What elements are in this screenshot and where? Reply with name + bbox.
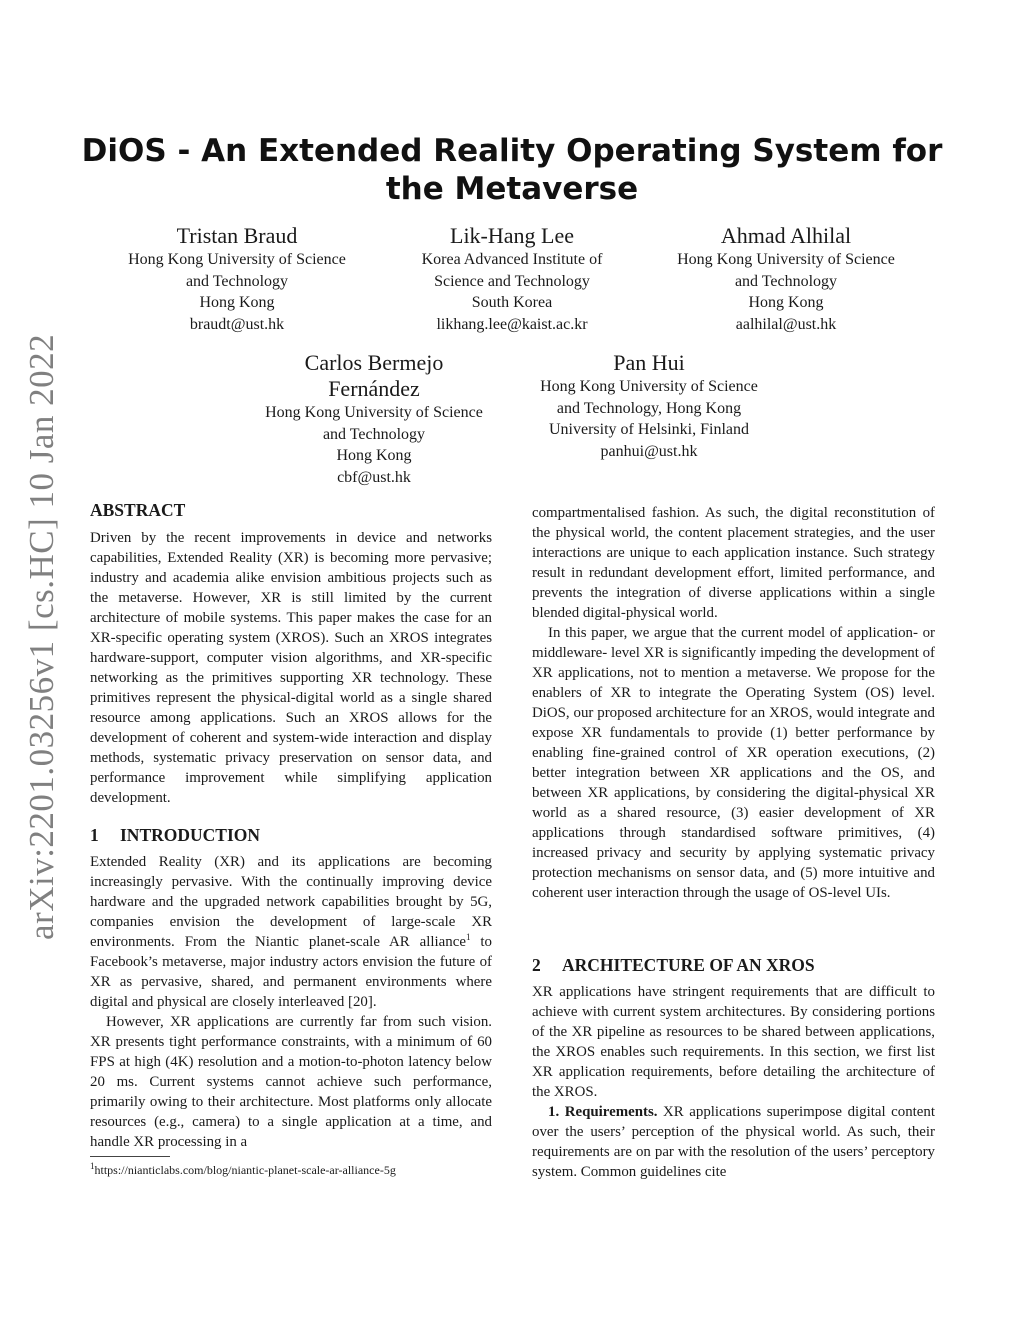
author-affiliation: Hong Kong University of Science [677, 251, 895, 268]
author-block [112, 223, 362, 335]
author-location: South Korea [471, 294, 553, 311]
author-affiliation: Korea Advanced Institute of [421, 251, 603, 268]
author-affiliation: University of Helsinki, Finland [549, 421, 749, 438]
section-number: 1 [90, 825, 99, 845]
footnote-mark: 1 [90, 1161, 95, 1171]
introduction-body-left [90, 852, 492, 1152]
author-affiliation: Hong Kong University of Science [128, 251, 346, 268]
section-title: ARCHITECTURE OF AN XROS [562, 955, 815, 975]
author-name: Pan Hui [613, 350, 685, 375]
architecture-body [532, 982, 935, 1182]
introduction-body-right [532, 503, 935, 903]
paragraph-lead: 1. Requirements. [548, 1104, 658, 1120]
author-block [524, 350, 774, 462]
author-affiliation: Hong Kong University of Science [540, 378, 758, 395]
paragraph: XR applications have stringent requirements that are difficult to achieve with current system architectures. By considering portions of the XR pipeline as resources to be shared between applications, the XROS enables such requirements. In this section, we first list XR application requirements, before detailing the architecture of the XROS. [532, 984, 935, 1100]
section-heading-architecture [532, 955, 815, 976]
author-location: Hong Kong [336, 447, 412, 464]
author-email: braudt@ust.hk [189, 315, 285, 333]
author-location: Hong Kong [748, 294, 824, 311]
author-email: panhui@ust.hk [600, 442, 698, 460]
author-affiliation: Hong Kong University of Science [265, 404, 483, 421]
footnote-mark: 1 [465, 932, 471, 943]
author-affiliation: Science and Technology [434, 272, 590, 290]
author-block [392, 223, 632, 335]
footnote [90, 1162, 396, 1178]
abstract-text: Driven by the recent improvements in device and networks capabilities, Extended Reality (XR) is becoming more pervasive; industry and academia alike envision ambitious projects such as the metaverse. However, XR is still limited by the current architecture of mobile systems. This paper makes the case for an XR-specific operating system (XROS). Such an XROS integrates hardware-support, computer vision algorithms, and XR-specific networking as the primitives supporting XR technology. These primitives represent the physical-digital world as a single shared resource among applications. Such an XROS allows for the development of coherent and system-wide interaction and display methods, systematic privacy preservation on sensor data, and performance improvement while simplifying application development. [90, 530, 492, 806]
author-email: cbf@ust.hk [337, 468, 411, 486]
author-name: Tristan Braud [176, 223, 298, 248]
paragraph: Extended Reality (XR) and its applications are becoming increasingly pervasive. With the continually improving device hardware and the upgraded network capabilities brought by 5G, companies envision the development of large-scale XR environments. From the Niantic planet-scale AR alliance$^1$ to Facebook’s metaverse, major industry actors envision the future of XR as pervasive, shared, and permanent environments where digital and physical are closely interleaved [20]. [90, 854, 492, 1010]
paper-title: DiOS - An Extended Reality Operating System for the Metaverse [81, 133, 943, 207]
section-number: 2 [532, 955, 541, 975]
paragraph: However, XR applications are currently far from such vision. XR presents tight performance constraints, with a minimum of 60 FPS at high (4K) resolution and a motion-to-photon latency below 20 ms. Current systems cannot achieve such performance, primarily owing to their architecture. Most platforms only allocate resources (e.g., camera) to a single application at a time, and handle XR processing in a [90, 1014, 492, 1150]
section-heading-introduction [90, 825, 260, 846]
paragraph: In this paper, we argue that the current model of application- or middleware- level XR is significantly impeding the development of XR applications, not to mention a metaverse. We propose for the enablers of XR to integrate the Operating System (OS) level. DiOS, our proposed architecture for an XROS, would integrate and expose XR fundamentals to provide (1) better performance by enabling fine-grained control of XR operation executions, (2) better integration between XR applications and the OS, and between XR applications, by considering the digital-physical XR world as a shared resource, (3) easier development of XR applications through standardised software primitives, (4) increased privacy and security by applying systematic privacy protection mechanisms on sensor data, and (5) more intuitive and coherent user interaction through the usage of OS-level UIs. [532, 625, 935, 901]
paragraph: 1. Requirements. XR applications superimpose digital content over the users’ perception of the physical world. As such, their requirements are on par with the resolution of the users’ perceptory system. Common guidelines cite [532, 1104, 935, 1180]
author-location: Hong Kong [199, 294, 275, 311]
abstract-body [90, 528, 492, 808]
author-name: Fernández [328, 376, 420, 401]
footnote-url[interactable]: https://nianticlabs.com/blog/niantic-planet-scale-ar-alliance-5g [94, 1163, 396, 1177]
author-affiliation: and Technology [185, 272, 289, 290]
author-email: likhang.lee@kaist.ac.kr [436, 315, 588, 333]
author-affiliation: and Technology [322, 425, 426, 443]
author-name: Carlos Bermejo [304, 350, 444, 375]
author-block [661, 223, 911, 335]
author-name: Ahmad Alhilal [720, 223, 852, 248]
paragraph: compartmentalised fashion. As such, the digital reconstitution of the physical world, the content placement strategies, and the user interactions are unique to each application instance. Such strategy result in redundant development effort, limited performance, and prevents the integration of diverse applications within a single blended digital-physical world. [532, 505, 935, 621]
author-block [249, 350, 499, 488]
abstract-heading: ABSTRACT [90, 500, 186, 520]
author-affiliation: and Technology, Hong Kong [556, 399, 742, 417]
author-email: aalhilal@ust.hk [735, 315, 837, 333]
arxiv-identifier: arXiv:2201.03256v1 [cs.HC] 10 Jan 2022 [22, 333, 61, 940]
author-affiliation: and Technology [734, 272, 838, 290]
section-title: INTRODUCTION [120, 825, 261, 845]
footnote-divider [90, 1156, 170, 1157]
author-name: Lik-Hang Lee [450, 223, 574, 248]
